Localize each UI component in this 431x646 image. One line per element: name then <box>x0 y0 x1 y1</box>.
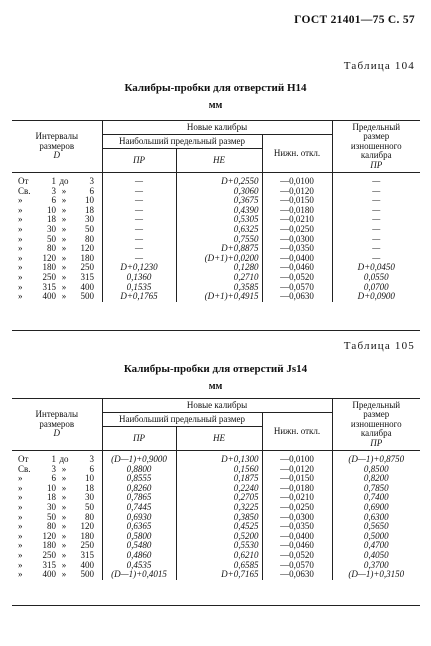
worn-size-cell: — <box>332 244 420 254</box>
ne-cell: 0,1560 <box>176 465 262 475</box>
page-header: ГОСТ 21401—75 С. 57 <box>294 14 415 26</box>
new-gauges-header: Новые калибры <box>102 399 332 413</box>
table-row <box>12 532 420 542</box>
pr-cell: (D—1)+0,9000 <box>102 451 176 465</box>
worn-size-cell: 0,4050 <box>332 551 420 561</box>
interval-cell: » 6 » 10 <box>18 195 94 206</box>
pr-header: ПР <box>102 427 176 451</box>
lower-deviation-cell: —0,0630 <box>262 292 332 302</box>
table-104-unit: мм <box>208 100 223 111</box>
worn-size-cell: D+0,0900 <box>332 292 420 302</box>
table-row <box>12 235 420 245</box>
lower-deviation-cell: —0,0150 <box>262 474 332 484</box>
interval-cell: От 1 до 3 <box>18 176 94 186</box>
worn-size-cell: (D—1)+0,3150 <box>332 570 420 580</box>
table-row <box>12 541 420 551</box>
worn-size-cell: — <box>332 187 420 197</box>
worn-size-cell: 0,5650 <box>332 522 420 532</box>
worn-size-cell: — <box>332 173 420 187</box>
worn-size-cell: 0,3700 <box>332 561 420 571</box>
table-row <box>12 474 420 484</box>
pr-cell: — <box>102 215 176 225</box>
ne-cell: 0,4390 <box>176 206 262 216</box>
lower-deviation-cell: —0,0400 <box>262 532 332 542</box>
lower-deviation-cell: —0,0520 <box>262 551 332 561</box>
interval-cell: » 250 » 315 <box>18 271 94 282</box>
ne-cell: D+0,2550 <box>176 173 262 187</box>
worn-size-cell: (D—1)+0,8750 <box>332 451 420 465</box>
worn-size-cell: 0,7850 <box>332 484 420 494</box>
interval-cell: » 315 » 400 <box>18 281 94 292</box>
lower-deviation-cell: —0,0120 <box>262 465 332 475</box>
ne-cell: 0,7550 <box>176 235 262 245</box>
table-row <box>12 570 420 580</box>
ne-cell: D+0,1300 <box>176 451 262 465</box>
lower-deviation-header: Нижн. откл. <box>262 413 332 451</box>
pr-cell: 0,8555 <box>102 474 176 484</box>
interval-cell: » 120 » 180 <box>18 252 94 263</box>
lower-deviation-cell: —0,0350 <box>262 522 332 532</box>
interval-cell: » 180 » 250 <box>18 262 94 273</box>
pr-cell: (D—1)+0,4015 <box>102 570 176 580</box>
worn-size-cell: D+0,0450 <box>332 263 420 273</box>
worn-size-cell: 0,6900 <box>332 503 420 513</box>
interval-cell: » 250 » 315 <box>18 549 94 560</box>
worn-size-cell: 0,4700 <box>332 541 420 551</box>
lower-deviation-cell: —0,0100 <box>262 173 332 187</box>
interval-cell: Св. 3 » 6 <box>18 463 94 474</box>
pr-cell: — <box>102 235 176 245</box>
lower-deviation-cell: —0,0250 <box>262 225 332 235</box>
ne-cell: 0,3225 <box>176 503 262 513</box>
ne-header: НЕ <box>176 149 262 173</box>
interval-cell: От 1 до 3 <box>18 454 94 464</box>
pr-cell: 0,6930 <box>102 513 176 523</box>
table-row <box>12 551 420 561</box>
lower-deviation-cell: —0,0520 <box>262 273 332 283</box>
ne-cell: 0,1875 <box>176 474 262 484</box>
ne-cell: (D+1)+0,0200 <box>176 254 262 264</box>
lower-deviation-cell: —0,0250 <box>262 503 332 513</box>
ne-cell: 0,2240 <box>176 484 262 494</box>
lower-deviation-cell: —0,0100 <box>262 451 332 465</box>
table-105-label: Таблица 105 <box>343 340 415 352</box>
ne-cell: 0,3850 <box>176 513 262 523</box>
table-row <box>12 292 420 302</box>
largest-limit-header: Наибольший предельный размер <box>102 413 262 427</box>
interval-cell: » 18 » 30 <box>18 214 94 225</box>
interval-header: Интервалы размеров D <box>12 121 102 173</box>
table-105 <box>12 398 420 580</box>
ne-cell: 0,5200 <box>176 532 262 542</box>
pr-cell: — <box>102 187 176 197</box>
interval-cell: » 50 » 80 <box>18 511 94 522</box>
lower-deviation-cell: —0,0120 <box>262 187 332 197</box>
interval-cell: » 18 » 30 <box>18 492 94 503</box>
table-row <box>12 273 420 283</box>
new-gauges-header: Новые калибры <box>102 121 332 135</box>
lower-deviation-cell: —0,0300 <box>262 235 332 245</box>
worn-size-cell: — <box>332 254 420 264</box>
table-105-body <box>12 451 420 580</box>
table-row <box>12 206 420 216</box>
worn-size-cell: 0,8200 <box>332 474 420 484</box>
interval-cell: » 120 » 180 <box>18 530 94 541</box>
worn-size-cell: — <box>332 225 420 235</box>
worn-size-cell: 0,0700 <box>332 283 420 293</box>
ne-cell: 0,6585 <box>176 561 262 571</box>
ne-cell: 0,5530 <box>176 541 262 551</box>
ne-cell: 0,2710 <box>176 273 262 283</box>
lower-deviation-cell: —0,0460 <box>262 263 332 273</box>
worn-size-cell: — <box>332 196 420 206</box>
table-row <box>12 451 420 465</box>
ne-cell: 0,3585 <box>176 283 262 293</box>
pr-cell: 0,7445 <box>102 503 176 513</box>
ne-cell: D+0,7165 <box>176 570 262 580</box>
interval-cell: » 80 » 120 <box>18 243 94 254</box>
ne-cell: 0,4525 <box>176 522 262 532</box>
interval-cell: » 10 » 18 <box>18 204 94 215</box>
lower-deviation-cell: —0,0460 <box>262 541 332 551</box>
pr-cell: 0,7865 <box>102 493 176 503</box>
lower-deviation-cell: —0,0630 <box>262 570 332 580</box>
ne-cell: 0,1280 <box>176 263 262 273</box>
interval-cell: » 315 » 400 <box>18 559 94 570</box>
worn-size-header: Предельный размер изношенного калибра ПР <box>332 399 420 451</box>
table-row <box>12 196 420 206</box>
table-row <box>12 225 420 235</box>
table-row <box>12 484 420 494</box>
pr-cell: — <box>102 225 176 235</box>
table-105-bottom-rule <box>12 605 420 606</box>
ne-cell: 0,3060 <box>176 187 262 197</box>
pr-cell: 0,8260 <box>102 484 176 494</box>
worn-size-cell: 0,5000 <box>332 532 420 542</box>
interval-cell: » 10 » 18 <box>18 482 94 493</box>
lower-deviation-cell: —0,0570 <box>262 561 332 571</box>
ne-cell: 0,6210 <box>176 551 262 561</box>
pr-cell: 0,4535 <box>102 561 176 571</box>
lower-deviation-cell: —0,0150 <box>262 196 332 206</box>
pr-cell: D+0,1765 <box>102 292 176 302</box>
pr-cell: 0,8800 <box>102 465 176 475</box>
table-104-bottom-rule <box>12 330 420 331</box>
pr-cell: D+0,1230 <box>102 263 176 273</box>
pr-cell: 0,1535 <box>102 283 176 293</box>
pr-cell: 0,4860 <box>102 551 176 561</box>
worn-size-cell: 0,0550 <box>332 273 420 283</box>
interval-cell: » 400 » 500 <box>18 291 94 302</box>
interval-cell: » 30 » 50 <box>18 223 94 234</box>
ne-cell: 0,2705 <box>176 493 262 503</box>
lower-deviation-cell: —0,0300 <box>262 513 332 523</box>
interval-cell: » 180 » 250 <box>18 540 94 551</box>
worn-size-cell: 0,6300 <box>332 513 420 523</box>
ne-cell: 0,5305 <box>176 215 262 225</box>
pr-cell: 0,5480 <box>102 541 176 551</box>
table-row <box>12 522 420 532</box>
largest-limit-header: Наибольший предельный размер <box>102 135 262 149</box>
table-104-label: Таблица 104 <box>343 60 415 72</box>
ne-cell: D+0,8875 <box>176 244 262 254</box>
table-row <box>12 493 420 503</box>
lower-deviation-cell: —0,0210 <box>262 215 332 225</box>
interval-cell: » 50 » 80 <box>18 233 94 244</box>
table-row <box>12 465 420 475</box>
table-104-body <box>12 173 420 302</box>
table-row <box>12 187 420 197</box>
lower-deviation-cell: —0,0180 <box>262 484 332 494</box>
worn-size-cell: 0,7400 <box>332 493 420 503</box>
interval-cell: Св. 3 » 6 <box>18 185 94 196</box>
lower-deviation-cell: —0,0210 <box>262 493 332 503</box>
pr-cell: 0,5800 <box>102 532 176 542</box>
table-row <box>12 503 420 513</box>
pr-header: ПР <box>102 149 176 173</box>
ne-cell: (D+1)+0,4915 <box>176 292 262 302</box>
interval-cell: » 400 » 500 <box>18 569 94 580</box>
lower-deviation-cell: —0,0570 <box>262 283 332 293</box>
interval-cell: » 30 » 50 <box>18 501 94 512</box>
interval-cell: » 6 » 10 <box>18 473 94 484</box>
table-row <box>12 173 420 187</box>
worn-size-cell: — <box>332 215 420 225</box>
lower-deviation-cell: —0,0400 <box>262 254 332 264</box>
interval-header: Интервалы размеров D <box>12 399 102 451</box>
lower-deviation-cell: —0,0180 <box>262 206 332 216</box>
worn-size-header: Предельный размер изношенного калибра ПР <box>332 121 420 173</box>
pr-cell: — <box>102 173 176 187</box>
interval-cell: » 80 » 120 <box>18 521 94 532</box>
table-105-unit: мм <box>208 381 223 392</box>
table-104-title: Калибры-пробки для отверстий Н14 <box>124 82 307 94</box>
pr-cell: 0,6365 <box>102 522 176 532</box>
pr-cell: — <box>102 206 176 216</box>
lower-deviation-cell: —0,0350 <box>262 244 332 254</box>
pr-cell: — <box>102 244 176 254</box>
lower-deviation-header: Нижн. откл. <box>262 135 332 173</box>
worn-size-cell: — <box>332 235 420 245</box>
table-row <box>12 263 420 273</box>
table-row <box>12 513 420 523</box>
pr-cell: — <box>102 196 176 206</box>
worn-size-cell: 0,8500 <box>332 465 420 475</box>
ne-header: НЕ <box>176 427 262 451</box>
table-105-title: Калибры-пробки для отверстий Js14 <box>123 363 308 375</box>
ne-cell: 0,6325 <box>176 225 262 235</box>
pr-cell: — <box>102 254 176 264</box>
ne-cell: 0,3675 <box>176 196 262 206</box>
table-104 <box>12 120 420 302</box>
table-row <box>12 215 420 225</box>
worn-size-cell: — <box>332 206 420 216</box>
pr-cell: 0,1360 <box>102 273 176 283</box>
